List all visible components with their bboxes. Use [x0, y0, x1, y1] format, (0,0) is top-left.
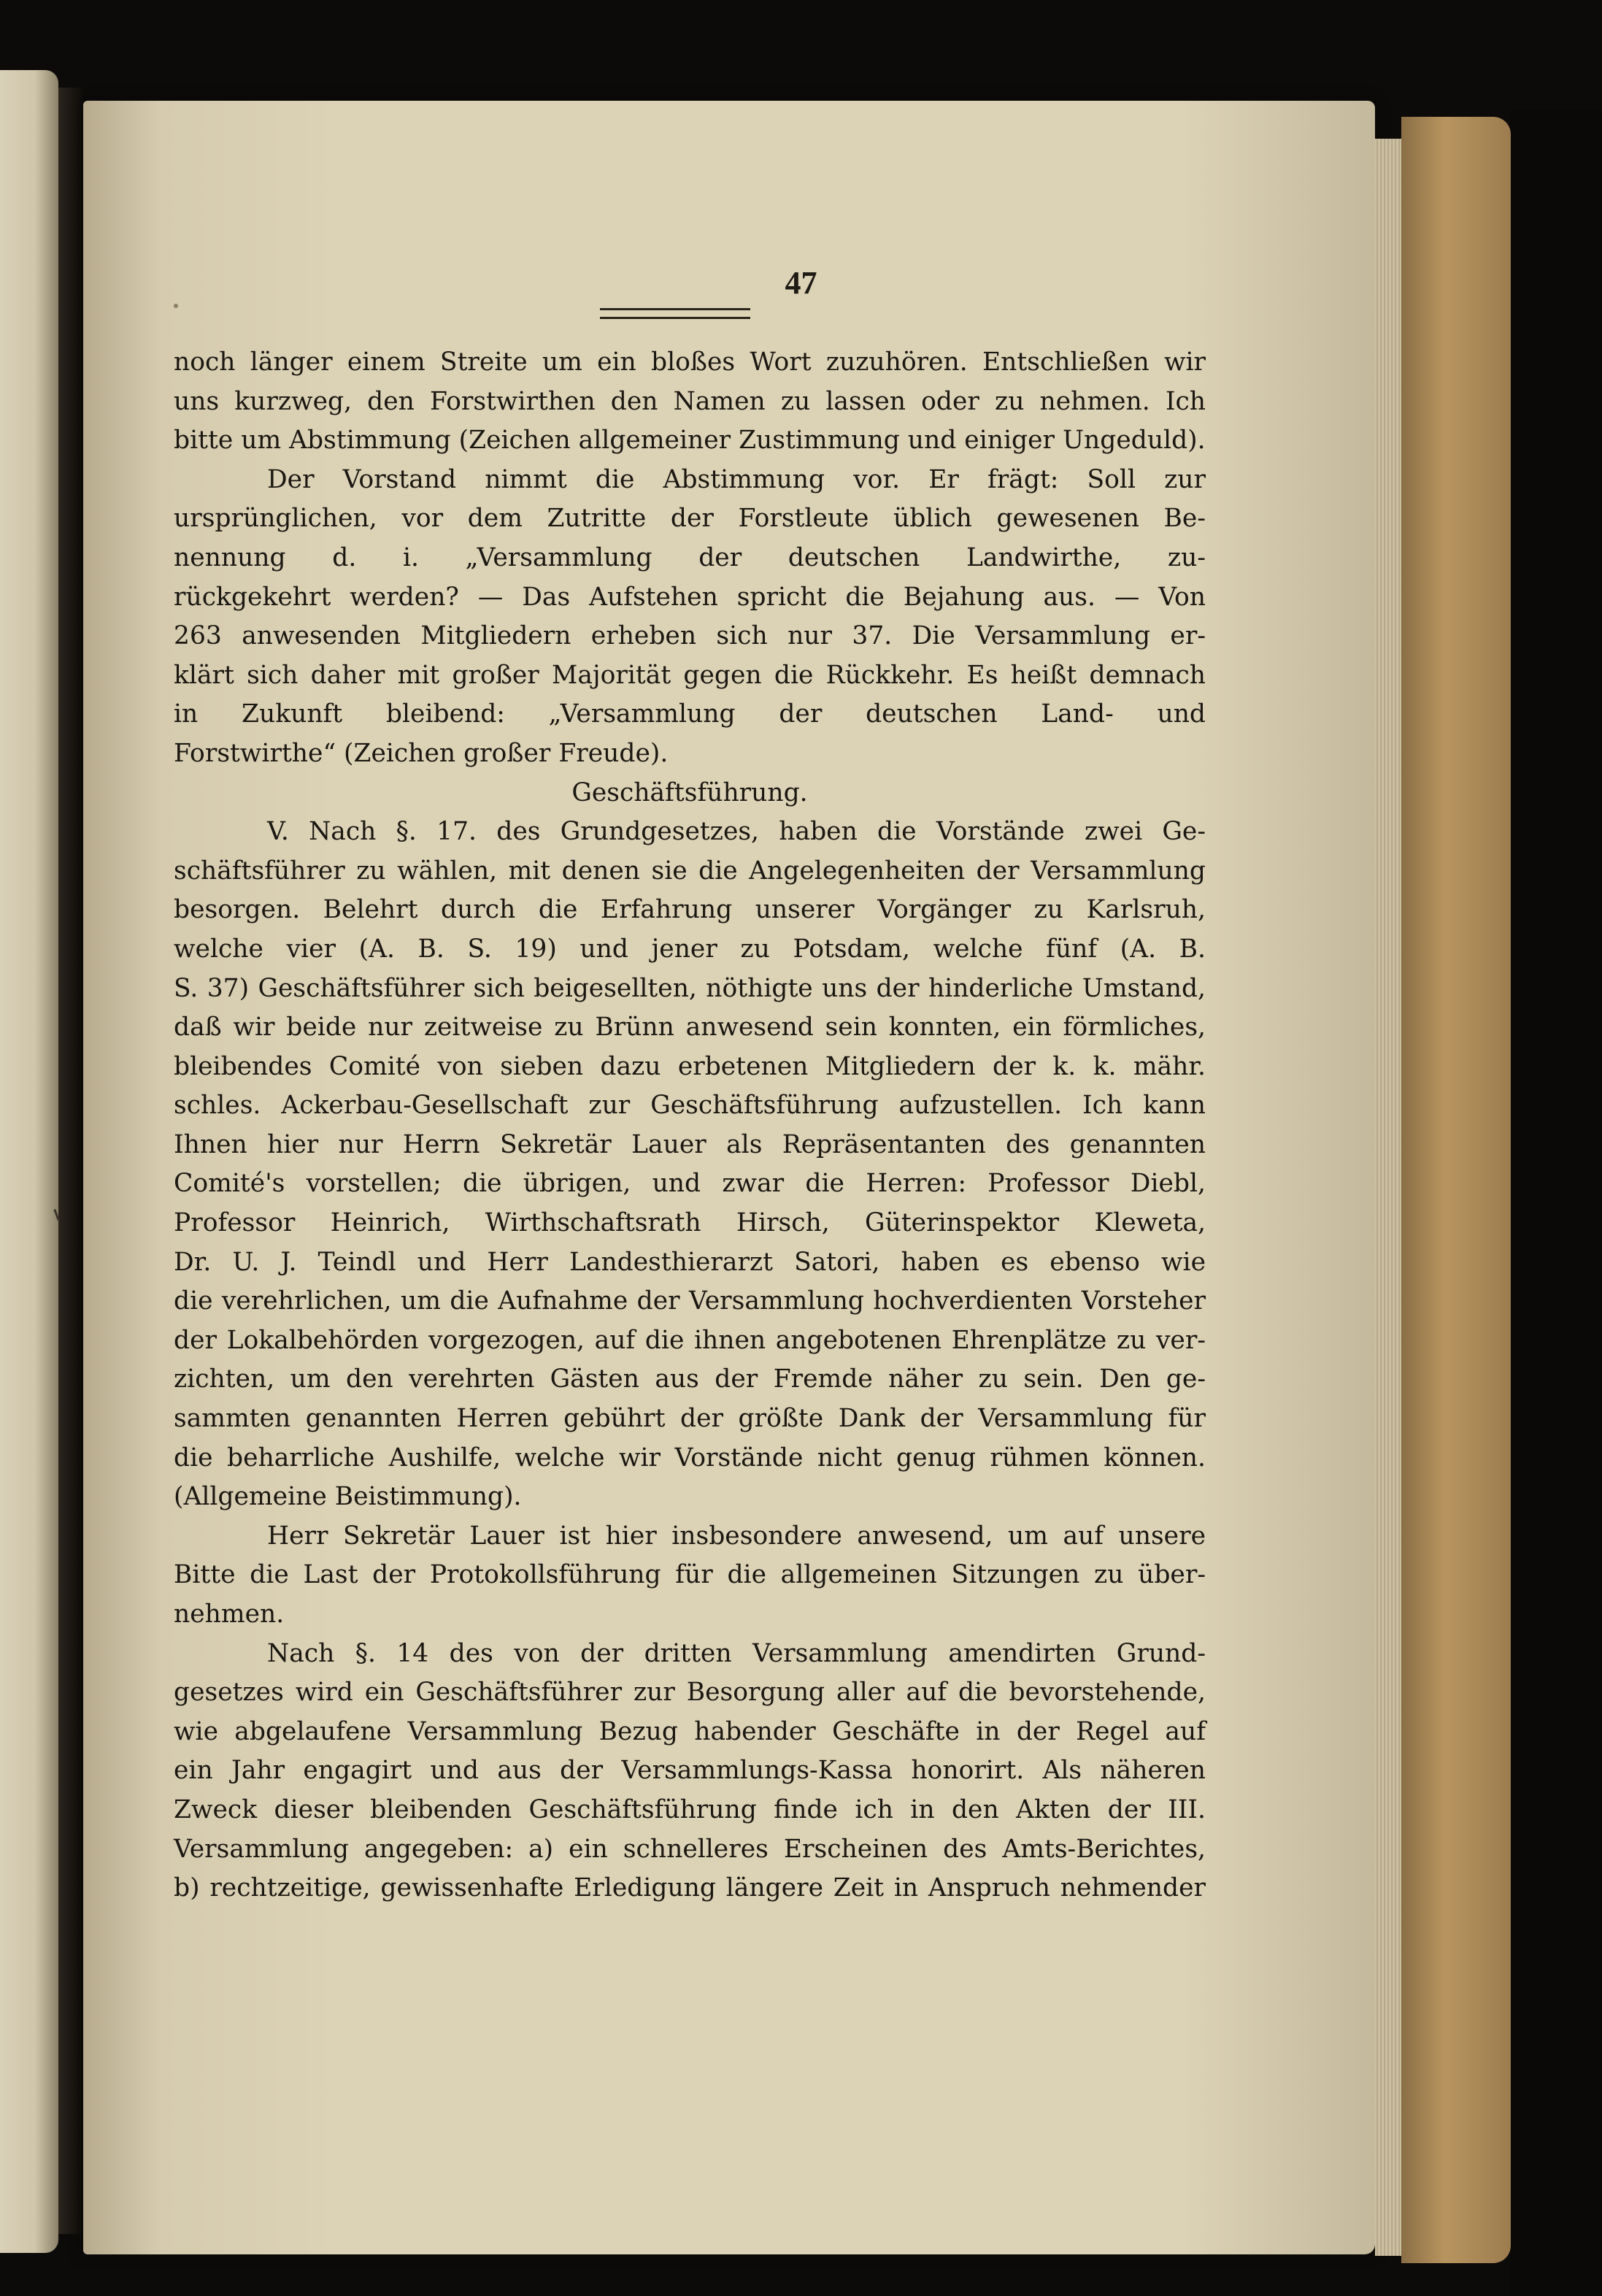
text-line: die beharrliche Aushilfe, welche wir Vorstände nicht genug rühmen können. — [174, 1443, 1206, 1473]
section-heading: Geschäftsführung. — [571, 778, 808, 807]
book-cover-edge — [1401, 117, 1511, 2263]
text-line: schäftsführer zu wählen, mit denen sie die Angelegenheiten der Versammlung — [174, 856, 1206, 886]
text-line: schles. Ackerbau-Gesellschaft zur Geschäftsführung aufzustellen. Ich kann — [174, 1091, 1206, 1121]
text-line: Forstwirthe“ (Zeichen großer Freude). — [174, 738, 669, 768]
text-line: die verehrlichen, um die Aufnahme der Versammlung hochverdienten Vorsteher — [174, 1286, 1206, 1316]
margin-dot — [174, 304, 178, 308]
text-line: gesetzes wird ein Geschäftsführer zur Besorgung aller auf die bevorstehende, — [174, 1678, 1206, 1708]
text-line: Ihnen hier nur Herrn Sekretär Lauer als Repräsentanten des genannten — [174, 1129, 1206, 1159]
text-line: Comité's vorstellen; die übrigen, und zwar die Herren: Professor Diebl, — [174, 1169, 1206, 1199]
text-line: Nach §. 14 des von der dritten Versammlung amendirten Grund- — [267, 1638, 1206, 1668]
text-line: zichten, um den verehrten Gästen aus der Fremde näher zu sein. Den ge- — [174, 1364, 1206, 1394]
page-text — [174, 343, 1206, 1908]
text-line: Bitte die Last der Protokollsführung für die allgemeinen Sitzungen zu über- — [174, 1560, 1206, 1590]
text-line: ein Jahr engagirt und aus der Versammlungs-Kassa honorirt. Als näheren — [174, 1756, 1206, 1786]
book-gutter — [58, 88, 83, 2234]
text-line: daß wir beide nur zeitweise zu Brünn anwesend sein konnten, ein förmliches, — [174, 1013, 1206, 1043]
left-page-edge — [0, 70, 58, 2253]
text-line: klärt sich daher mit großer Majorität gegen die Rückkehr. Es heißt demnach — [174, 660, 1206, 690]
text-line: Dr. U. J. Teindl und Herr Landesthierarzt Satori, haben es ebenso wie — [174, 1247, 1206, 1277]
text-line: bitte um Abstimmung (Zeichen allgemeiner Zustimmung und einiger Ungeduld). — [174, 426, 1206, 456]
text-line: Professor Heinrich, Wirthschaftsrath Hirsch, Güterinspektor Kleweta, — [174, 1208, 1206, 1238]
text-line: Versammlung angegeben: a) ein schnelleres Erscheinen des Amts-Berichtes, — [174, 1834, 1206, 1864]
text-line: Der Vorstand nimmt die Abstimmung vor. Er frägt: Soll zur — [267, 464, 1206, 494]
text-line: Herr Sekretär Lauer ist hier insbesondere anwesend, um auf unsere — [267, 1521, 1206, 1551]
text-line: noch länger einem Streite um ein bloßes Wort zuzuhören. Entschließen wir — [174, 348, 1206, 377]
text-line: rückgekehrt werden? — Das Aufstehen spricht die Bejahung aus. — Von — [174, 582, 1206, 612]
header-double-rule — [600, 308, 750, 319]
text-line: welche vier (A. B. S. 19) und jener zu Potsdam, welche fünf (A. B. — [174, 934, 1206, 964]
text-line: ursprünglichen, vor dem Zutritte der Forstleute üblich gewesenen Be- — [174, 504, 1206, 534]
text-line: nehmen. — [174, 1600, 285, 1629]
text-line: bleibendes Comité von sieben dazu erbetenen Mitgliedern der k. k. mähr. — [174, 1051, 1206, 1081]
text-line: V. Nach §. 17. des Grundgesetzes, haben die Vorstände zwei Ge- — [267, 817, 1206, 847]
text-line: nennung d. i. „Versammlung der deutschen Landwirthe, zu- — [174, 542, 1206, 572]
text-line: b) rechtzeitige, gewissenhafte Erledigung längere Zeit in Anspruch nehmender — [174, 1873, 1206, 1903]
text-line: S. 37) Geschäftsführer sich beigesellten, nöthigte uns der hinderliche Umstand, — [174, 973, 1206, 1003]
text-line: in Zukunft bleibend: „Versammlung der deutschen Land- und — [174, 699, 1206, 729]
background-shadow — [1511, 110, 1602, 2296]
page-stack-edge — [1375, 139, 1401, 2256]
text-line: besorgen. Belehrt durch die Erfahrung unserer Vorgänger zu Karlsruh, — [174, 895, 1206, 925]
text-line: wie abgelaufene Versammlung Bezug habender Geschäfte in der Regel auf — [174, 1716, 1206, 1746]
text-line: 263 anwesenden Mitgliedern erheben sich nur 37. Die Versammlung er- — [174, 621, 1206, 651]
text-line: uns kurzweg, den Forstwirthen den Namen zu lassen oder zu nehmen. Ich — [174, 386, 1206, 416]
text-line: Zweck dieser bleibenden Geschäftsführung finde ich in den Akten der III. — [174, 1794, 1206, 1824]
text-line: sammten genannten Herren gebührt der größte Dank der Versammlung für — [174, 1404, 1206, 1434]
text-line: der Lokalbehörden vorgezogen, auf die ihnen angebotenen Ehrenplätze zu ver- — [174, 1325, 1206, 1355]
page-number: 47 — [785, 265, 817, 301]
text-line: (Allgemeine Beistimmung). — [174, 1482, 522, 1512]
